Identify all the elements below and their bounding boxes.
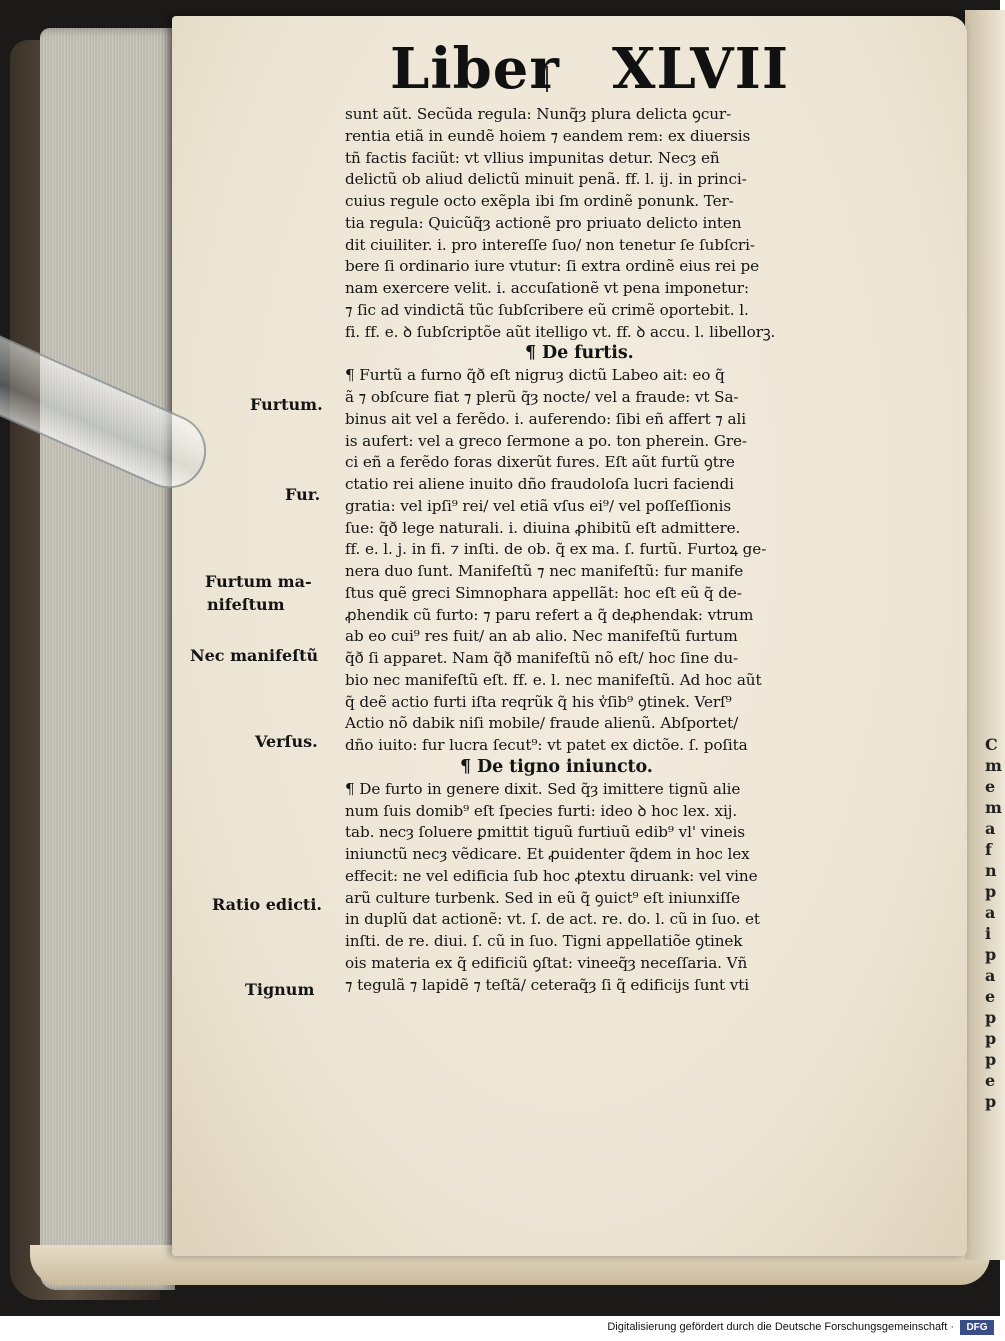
text-line: ꝓhendik cũ furto: ⁊ paru refert a q̃ deꝓhendak: vtrum (345, 605, 754, 624)
text-line: tab. necȝ ſoluere ꝑmittit tiguũ furtiuũ edib⁹ vl' vineis (345, 823, 745, 842)
credit-bar (0, 1316, 1000, 1341)
facing-page-letter: i (985, 924, 992, 943)
text-line: dit ciuiliter. i. pro intereſſe ſuo/ non tenetur ſe ſubſcri- (345, 235, 755, 254)
margin-note-furtum-manifestum-2: nifeſtum (207, 595, 285, 614)
text-line: nam exercere velit. i. accuſationẽ vt pena imponetur: (345, 279, 749, 297)
text-line: rentia etiã in eundẽ hoiem ⁊ eandem rem: ex diuersis (345, 126, 751, 145)
text-line: ¶ Furtũ a furno q̃ð eſt nigruȝ dictũ Labeo ait: eo q̃ (345, 366, 725, 385)
facing-page-letter: a (985, 966, 996, 985)
margin-note-furtum-manifestum-1: Furtum ma- (205, 572, 312, 591)
facing-page-letter: p (985, 1050, 997, 1069)
margin-note-nec-manifestum: Nec manifeſtũ (190, 646, 319, 665)
main-text-column (345, 104, 875, 996)
text-line: sunt aũt. Secũda regula: Nunq̃ȝ plura delicta ꝯcur- (345, 105, 732, 123)
text-line: is aufert: vel a greco ſermone a po. ton pherein. Gre- (345, 431, 747, 450)
page-edges (40, 28, 175, 1290)
facing-page-letter: a (985, 903, 996, 922)
text-line: num ſuis domib⁹ eſt ſpecies furti: ideo ꝺ hoc lex. xij. (345, 801, 738, 820)
text-line: nera duo ſunt. Manifeſtũ ⁊ nec manifeſtũ: fur manife (345, 562, 744, 580)
facing-page-letter: f (985, 840, 992, 859)
facing-page-letter: m (985, 798, 1002, 817)
running-header-folio: XLVII (612, 36, 790, 102)
text-line: ſue: q̃ð lege naturali. i. diuina ꝓhibitũ eſt admittere. (345, 518, 741, 537)
text-line: bere ſi ordinario iure vtutur: ſi extra ordinẽ eius rei pe (345, 257, 760, 276)
text-line: inſti. de re. diui. ſ. cũ in ſuo. Tigni appellatiõe ꝯtinek (345, 932, 743, 950)
text-line: arũ culture turbenk. Sed in eũ q̃ ꝯuict⁹ eſt iniunxiſſe (345, 888, 741, 907)
text-line: ⁊ ſic ad vindictã tũc ſubſcribere eũ crimẽ oportebit. l. (345, 300, 749, 319)
text-line: ſtus quẽ greci Simnophara appellãt: hoc eſt eũ q̃ de- (345, 583, 742, 602)
facing-page-letter: p (985, 1008, 997, 1027)
facing-page-letter: p (985, 882, 997, 901)
facing-page-letter: e (985, 987, 996, 1006)
text-line: q̃ð ſi apparet. Nam q̃ð manifeſtũ nõ eſt/ hoc ſine du- (345, 649, 739, 667)
facing-page-letter: e (985, 777, 996, 796)
facing-page-letter: p (985, 1092, 997, 1111)
text-line: tia regula: Quicũq̃ȝ actionẽ pro priuato delicto inten (345, 213, 742, 232)
margin-note-versus: Verſus. (255, 732, 318, 751)
margin-note-fur: Fur. (285, 485, 321, 504)
facing-page-letter: e (985, 1071, 996, 1090)
text-line: ¶ De furto in genere dixit. Sed q̃ȝ imittere tignũ alie (345, 779, 741, 798)
text-line: effecit: ne vel edificia ſub hoc ꝓtextu diruank: vel vine (345, 866, 758, 885)
credit-text: Digitalisierung gefördert durch die Deutsche Forschungsgemeinschaft · (607, 1321, 954, 1333)
text-line: binus ait vel a ferẽdo. i. auferendo: ſibi eñ affert ⁊ ali (345, 409, 746, 428)
text-line: ⁊ tegulã ⁊ lapidẽ ⁊ teſtã/ ceteraq̃ȝ ſi q̃ edificijs ſunt vti (345, 975, 750, 994)
text-line: tñ factis faciũt: vt vllius impunitas detur. Necȝ eñ (345, 148, 720, 167)
text-line: ois materia ex q̃ edificiũ ꝯſtat: vineeq̃ȝ neceſſaria. Vñ (345, 953, 748, 972)
text-line: ci eñ a ferẽdo foras dixerũt fures. Eſt aũt furtũ ꝯtre (345, 453, 735, 472)
text-line: delictũ ob aliud delictũ minuit penã. ff. l. ij. in princi- (345, 170, 747, 189)
section-heading: ¶ De tigno iniuncto. (460, 756, 653, 777)
text-line: ã ⁊ obſcure fiat ⁊ plerũ q̃ȝ nocte/ vel a fraude: vt Sa- (345, 388, 739, 406)
running-header-liber: Liber (390, 36, 560, 102)
facing-page-letter: a (985, 819, 996, 838)
text-line: dño iuito: fur lucra ſecut⁹: vt patet ex dictõe. ſ. poſita (345, 736, 748, 754)
text-line: gratia: vel ipſi⁹ rei/ vel etiã vſus ei⁹/ vel poſſeſſionis (345, 496, 732, 515)
text-line: bio nec manifeſtũ eſt. ff. e. l. nec manifeſtũ. Ad hoc aũt (345, 670, 762, 689)
dfg-logo: DFG (960, 1320, 994, 1335)
facing-page-letter: m (985, 756, 1002, 775)
facing-page-letter: p (985, 1029, 997, 1048)
text-line: Actio nõ dabik niſi mobile/ fraude alienũ. Abſportet/ (345, 714, 739, 733)
margin-note-furtum: Furtum. (250, 395, 323, 414)
facing-page-letter: C (985, 735, 998, 754)
text-line: in duplũ dat actionẽ: vt. ſ. de act. re. do. l. cũ in ſuo. et (345, 910, 760, 929)
text-line: iniunctũ necȝ vẽdicare. Et ꝓuidenter q̃dem in hoc lex (345, 845, 750, 863)
margin-note-tignum: Tignum (245, 980, 315, 999)
margin-note-ratio-edicti: Ratio edicti. (212, 895, 322, 914)
text-line: fi. ff. e. ꝺ ſubſcriptõe aũt itelligo vt. ff. ꝺ accu. l. libellorꝫ. (345, 322, 776, 341)
text-line: ctatio rei aliene inuito dño fraudoloſa lucri faciendi (345, 475, 734, 493)
text-line: ff. e. l. j. in fi. ⁊ inſti. de ob. q̃ ex ma. ſ. furtũ. Furtoꝝ ge- (345, 540, 767, 559)
facing-page-letter: p (985, 945, 997, 964)
text-line: q̃ deẽ actio furti iſta reqrũk q̃ his v̾ſib⁹ ꝯtinek. Verſ⁹ (345, 692, 732, 711)
text-line: ab eo cui⁹ res fuit/ an ab alio. Nec manifeſtũ furtum (345, 627, 738, 646)
text-line: cuius regule octo exẽpla ibi ſm ordinẽ ponunk. Ter- (345, 192, 734, 210)
section-heading: ¶ De furtis. (525, 343, 634, 364)
facing-page-letter: n (985, 861, 997, 880)
